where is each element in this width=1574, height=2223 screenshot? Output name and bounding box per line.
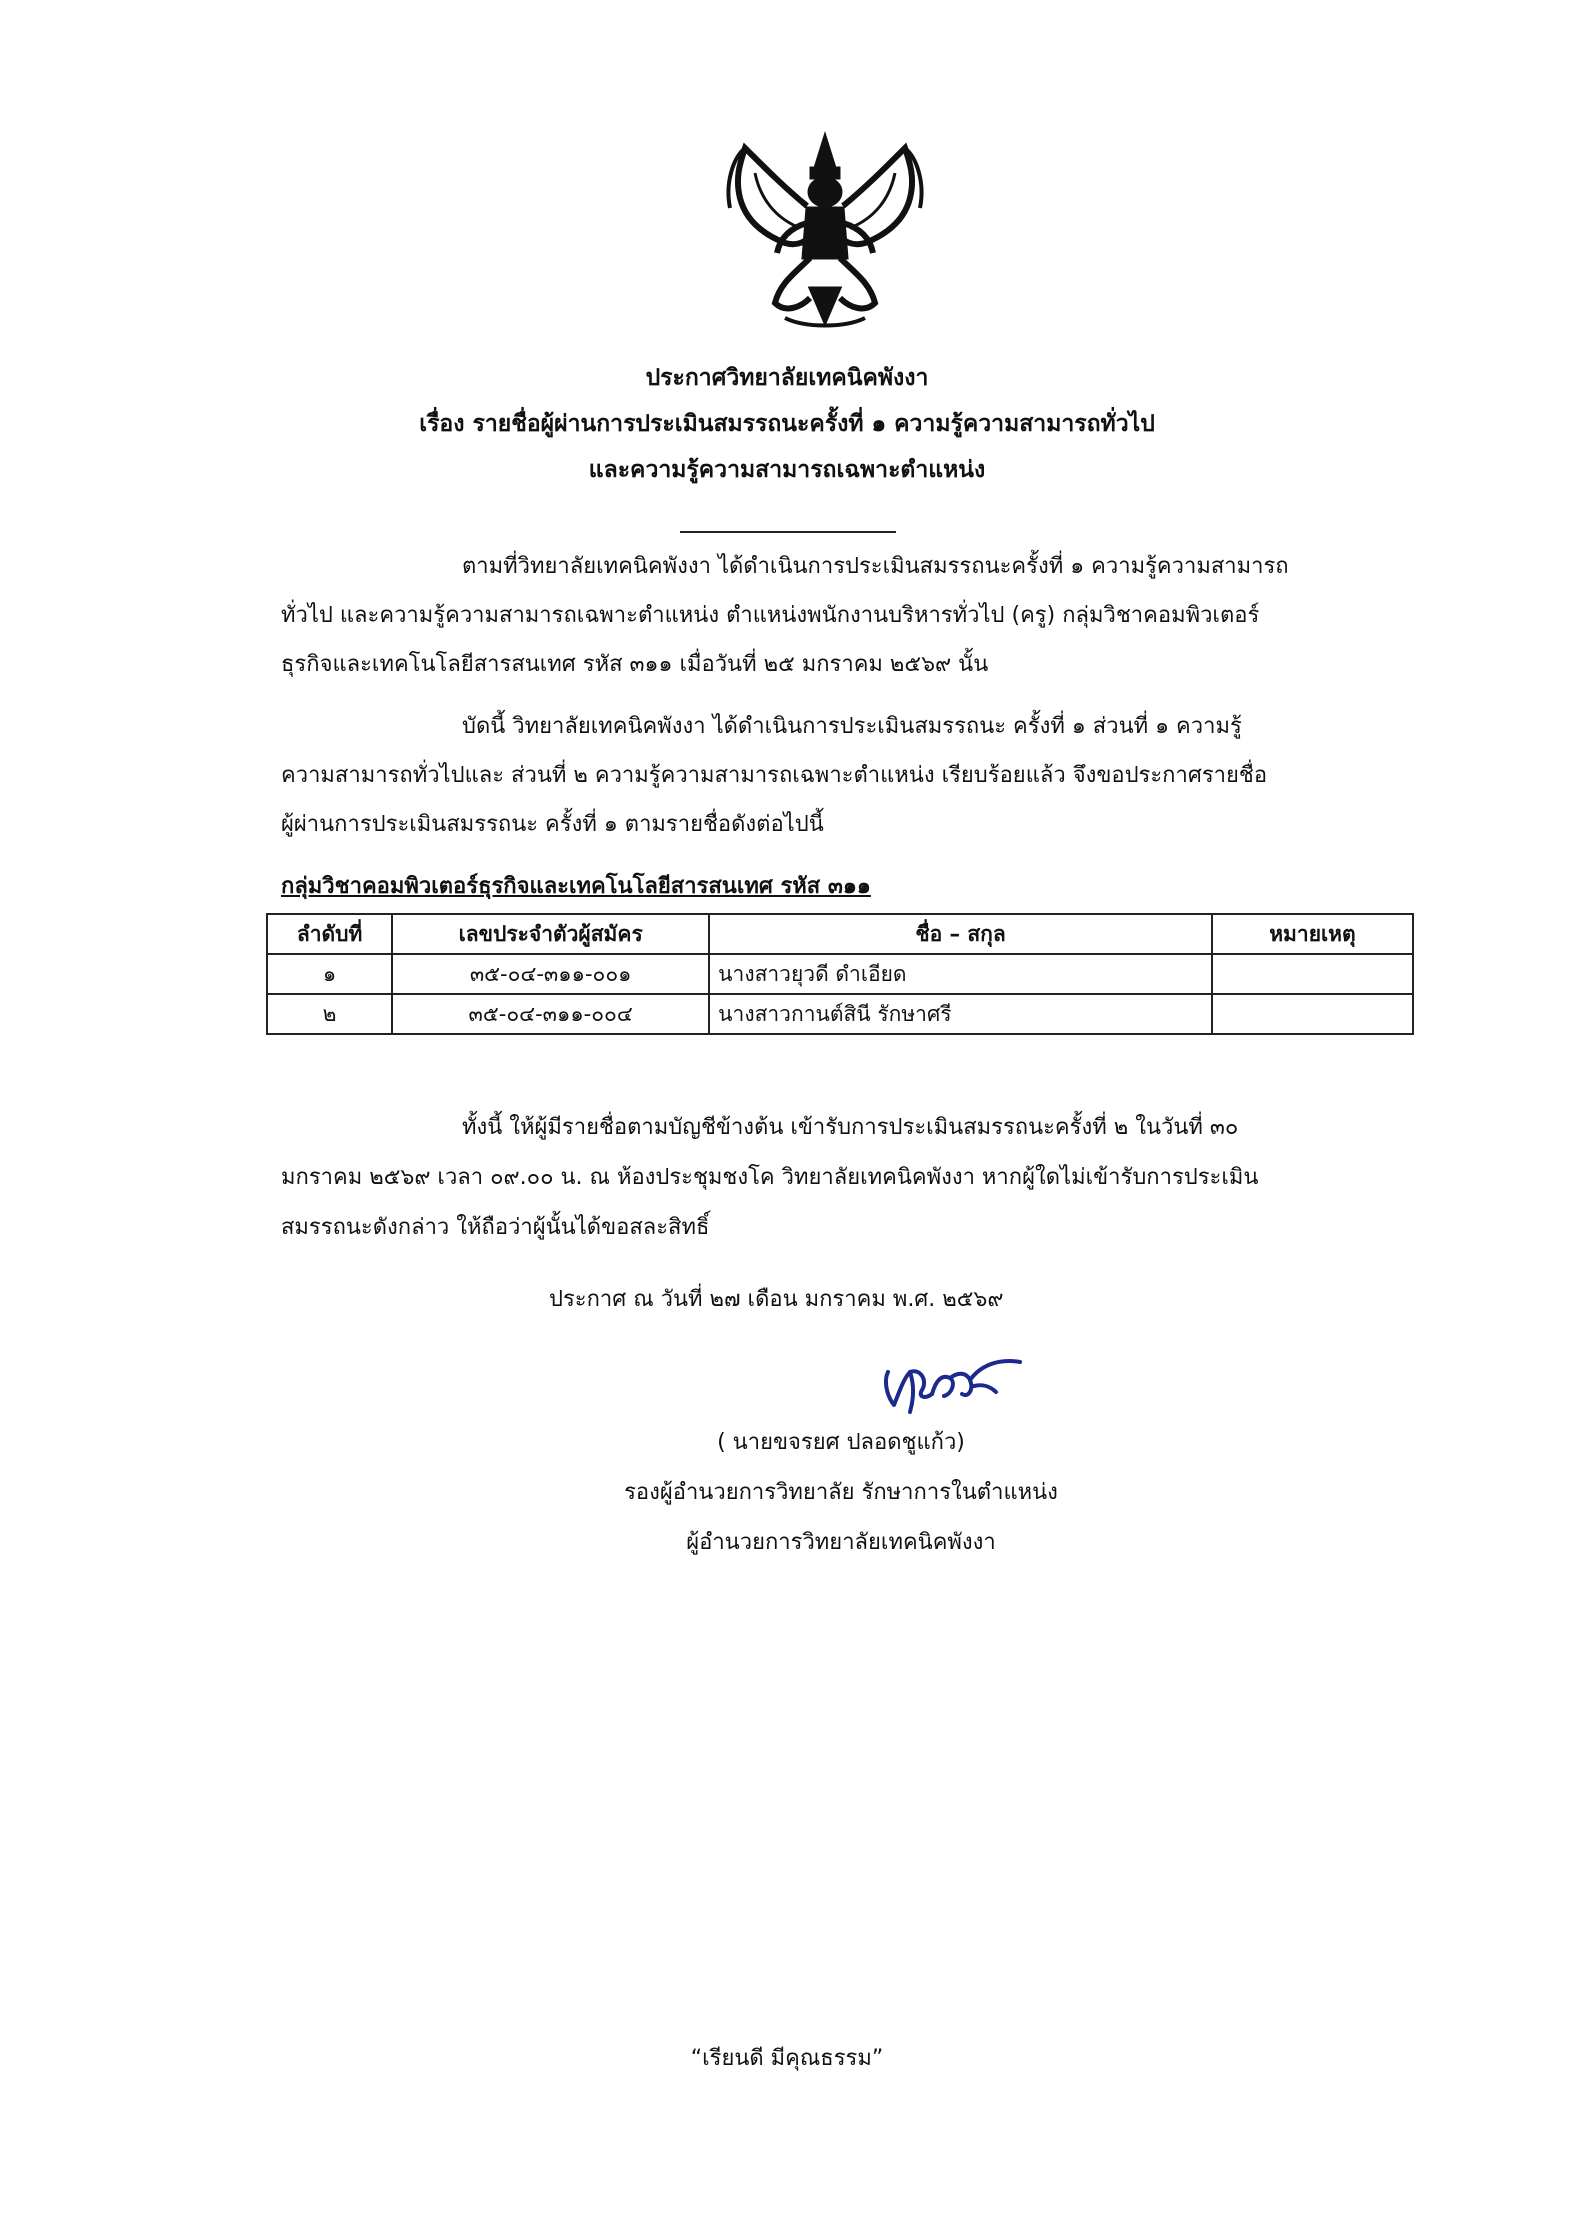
announcement-subject-cont: และความรู้ความสามารถเฉพาะตำแหน่ง	[588, 457, 986, 483]
cell-applicant-id: ๓๕-๐๔-๓๑๑-๐๐๑	[392, 954, 709, 994]
cell-note	[1212, 954, 1413, 994]
heading-divider	[680, 531, 896, 533]
table-row	[267, 954, 1413, 994]
cell-note	[1212, 994, 1413, 1034]
paragraph-2-line-1: บัดนี้ วิทยาลัยเทคนิคพังงา ได้ดำเนินการประเมินสมรรถนะ ครั้งที่ ๑ ส่วนที่ ๑ ความรู้	[462, 714, 1242, 739]
garuda-emblem-icon	[715, 128, 935, 333]
paragraph-2-line-2: ความสามารถทั่วไปและ ส่วนที่ ๒ ความรู้ความสามารถเฉพาะตำแหน่ง เรียบร้อยแล้ว จึงขอประกาศรายชื่อ	[281, 763, 1268, 788]
signatory-position-1: รองผู้อำนวยการวิทยาลัย รักษาการในตำแหน่ง	[624, 1480, 1058, 1505]
paragraph-2-line-3: ผู้ผ่านการประเมินสมรรถนะ ครั้งที่ ๑ ตามรายชื่อดังต่อไปนี้	[281, 812, 824, 837]
announce-date: ประกาศ ณ วันที่ ๒๗ เดือน มกราคม พ.ศ. ๒๕๖๙	[549, 1287, 1004, 1312]
cell-no: ๒	[267, 994, 392, 1034]
cell-name: นางสาวยุวดี ดำเอียด	[709, 954, 1212, 994]
passed-candidates-table	[266, 913, 1414, 1035]
signatory-position-2: ผู้อำนวยการวิทยาลัยเทคนิคพังงา	[686, 1530, 996, 1555]
column-header-name: ชื่อ – สกุล	[709, 914, 1212, 954]
announcement-heading: ประกาศวิทยาลัยเทคนิคพังงา	[645, 365, 929, 391]
paragraph-3-line-1: ทั้งนี้ ให้ผู้มีรายชื่อตามบัญชีข้างต้น เข้ารับการประเมินสมรรถนะครั้งที่ ๒ ในวันที่ ๓๐	[462, 1115, 1239, 1140]
column-header-applicant-id: เลขประจำตัวผู้สมัคร	[392, 914, 709, 954]
cell-name: นางสาวกานต์สินี รักษาศรี	[709, 994, 1212, 1034]
handwritten-signature	[870, 1350, 1030, 1426]
paragraph-3-line-2: มกราคม ๒๕๖๙ เวลา ๐๙.๐๐ น. ณ ห้องประชุมชงโค วิทยาลัยเทคนิคพังงา หากผู้ใดไม่เข้ารับการประเมิน	[281, 1165, 1259, 1190]
announcement-subject: เรื่อง รายชื่อผู้ผ่านการประเมินสมรรถนะครั้งที่ ๑ ความรู้ความสามารถทั่วไป	[419, 411, 1155, 437]
column-header-note: หมายเหตุ	[1212, 914, 1413, 954]
table-header-row	[267, 914, 1413, 954]
college-motto: “เรียนดี มีคุณธรรม”	[690, 2046, 884, 2071]
paragraph-3-line-3: สมรรถนะดังกล่าว ให้ถือว่าผู้นั้นได้ขอสละสิทธิ์	[281, 1215, 710, 1240]
table-row	[267, 994, 1413, 1034]
cell-no: ๑	[267, 954, 392, 994]
signatory-name: ( นายขจรยศ ปลอดชูแก้ว)	[717, 1430, 965, 1455]
group-title: กลุ่มวิชาคอมพิวเตอร์ธุรกิจและเทคโนโลยีสารสนเทศ รหัส ๓๑๑	[281, 874, 871, 899]
cell-applicant-id: ๓๕-๐๔-๓๑๑-๐๐๔	[392, 994, 709, 1034]
paragraph-1-line-1: ตามที่วิทยาลัยเทคนิคพังงา ได้ดำเนินการประเมินสมรรถนะครั้งที่ ๑ ความรู้ความสามารถ	[462, 554, 1289, 579]
column-header-no: ลำดับที่	[267, 914, 392, 954]
paragraph-1-line-3: ธุรกิจและเทคโนโลยีสารสนเทศ รหัส ๓๑๑ เมื่อวันที่ ๒๕ มกราคม ๒๕๖๙ นั้น	[281, 652, 989, 677]
paragraph-1-line-2: ทั่วไป และความรู้ความสามารถเฉพาะตำแหน่ง ตำแหน่งพนักงานบริหารทั่วไป (ครู) กลุ่มวิชาคอมพิวเตอร์	[281, 603, 1260, 628]
